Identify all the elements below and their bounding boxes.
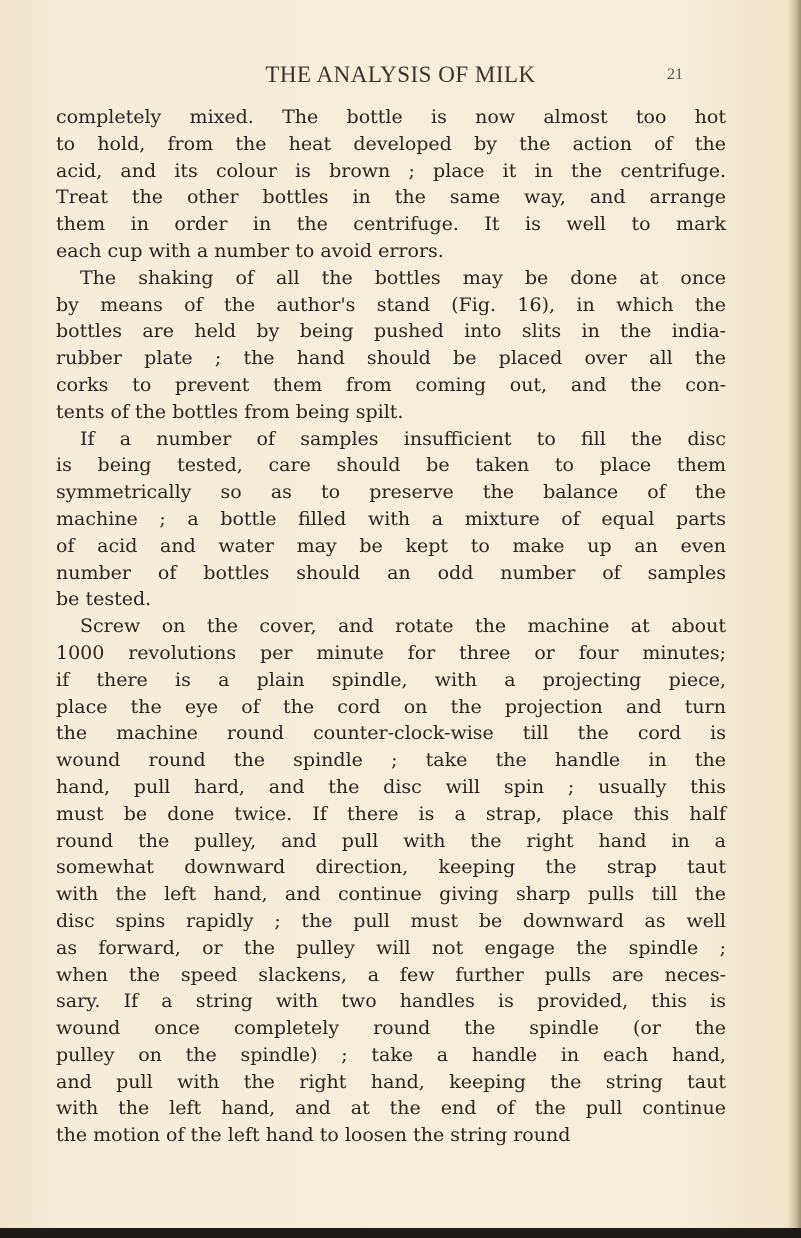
text-line: to hold, from the heat developed by the action of the — [56, 132, 726, 155]
text-line: with the left hand, and continue giving sharp pulls till the — [56, 883, 726, 906]
body-text — [56, 104, 726, 1149]
text-line: by means of the author's stand (Fig. 16), in which the — [56, 293, 726, 316]
bottom-border — [0, 1228, 801, 1238]
text-line: corks to prevent them from coming out, and the con- — [56, 373, 726, 396]
text-line: If a number of samples insufficient to fill the disc — [80, 427, 726, 450]
text-line: round the pulley, and pull with the right hand in a — [56, 829, 726, 852]
text-line: somewhat downward direction, keeping the strap taut — [56, 856, 726, 879]
text-line: tents of the bottles from being spilt. — [56, 400, 404, 423]
text-line: hand, pull hard, and the disc will spin ; usually this — [56, 775, 726, 798]
text-line: 1000 revolutions per minute for three or four minutes; — [56, 641, 726, 664]
paragraph — [56, 104, 726, 265]
text-line: wound once completely round the spindle (or the — [56, 1017, 726, 1040]
running-head: THE ANALYSIS OF MILK — [265, 62, 536, 87]
text-line: sary. If a string with two handles is provided, this is — [56, 990, 726, 1013]
paragraph — [56, 426, 726, 614]
text-line: the machine round counter-clock-wise till the cord is — [56, 722, 726, 745]
paragraph — [56, 265, 726, 426]
text-line: The shaking of all the bottles may be done at once — [80, 266, 726, 289]
text-line: is being tested, care should be taken to place them — [56, 454, 726, 477]
text-line: as forward, or the pulley will not engage the spindle ; — [56, 936, 726, 959]
text-line: and pull with the right hand, keeping the string taut — [56, 1070, 726, 1093]
text-line: bottles are held by being pushed into slits in the india- — [56, 320, 726, 343]
text-line: machine ; a bottle filled with a mixture of equal parts — [56, 507, 726, 530]
text-line: when the speed slackens, a few further pulls are neces- — [56, 963, 726, 986]
text-line: Treat the other bottles in the same way, and arrange — [56, 186, 726, 209]
text-line: wound round the spindle ; take the handle in the — [56, 749, 726, 772]
text-line: must be done twice. If there is a strap, place this half — [56, 802, 726, 825]
text-line: pulley on the spindle) ; take a handle in each hand, — [56, 1043, 726, 1066]
text-line: acid, and its colour is brown ; place it in the centrifuge. — [56, 159, 726, 182]
text-line: rubber plate ; the hand should be placed over all the — [56, 347, 726, 370]
page-edge-shadow — [787, 0, 801, 1238]
text-line: place the eye of the cord on the projection and turn — [56, 695, 726, 718]
text-line: Screw on the cover, and rotate the machine at about — [80, 615, 726, 638]
paragraph — [56, 613, 726, 1149]
text-line: with the left hand, and at the end of the pull continue — [56, 1097, 726, 1120]
text-line: of acid and water may be kept to make up an even — [56, 534, 726, 557]
text-line: number of bottles should an odd number of samples — [56, 561, 726, 584]
text-line: if there is a plain spindle, with a projecting piece, — [56, 668, 726, 691]
text-line: be tested. — [56, 588, 152, 611]
text-line: each cup with a number to avoid errors. — [56, 239, 444, 262]
text-line: disc spins rapidly ; the pull must be downward as well — [56, 909, 726, 932]
text-line: completely mixed. The bottle is now almost too hot — [56, 106, 726, 128]
page-header — [0, 62, 801, 92]
text-line: the motion of the left hand to loosen the string round — [56, 1124, 571, 1147]
text-line: symmetrically so as to preserve the balance of the — [56, 481, 726, 504]
page-number: 21 — [667, 66, 683, 83]
text-line: them in order in the centrifuge. It is well to mark — [56, 213, 726, 236]
